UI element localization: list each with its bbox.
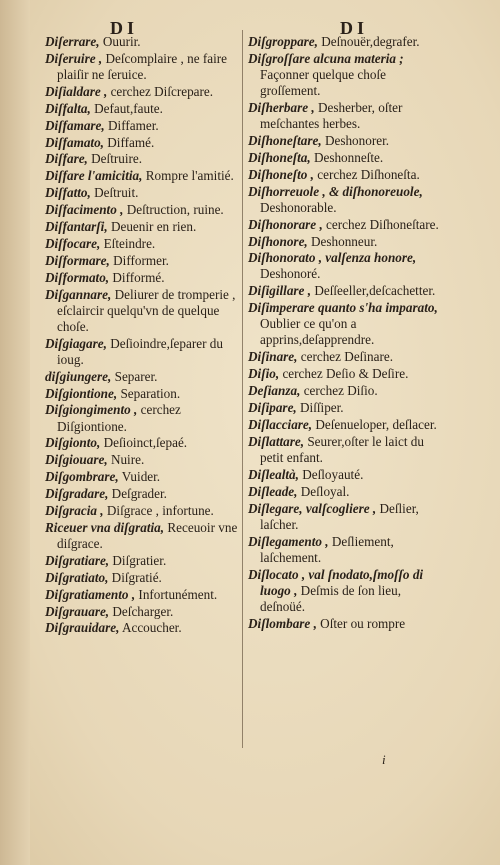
dictionary-entry (248, 100, 446, 132)
dictionary-entry (45, 369, 245, 385)
dictionary-entry (45, 34, 245, 50)
dictionary-entry (45, 486, 245, 502)
entry-headword: Diſhoneſto , (248, 166, 314, 182)
entry-definition: Ouurir. (102, 34, 141, 49)
entry-definition: Vuider. (121, 469, 161, 485)
dictionary-entry (248, 234, 446, 250)
entry-headword: Diſerrare, (45, 34, 100, 49)
entry-headword: Diſfare, (45, 151, 88, 167)
dictionary-entry (45, 620, 245, 636)
entry-headword: Diſigillare , (248, 283, 312, 299)
entry-headword: Diſfamato, (45, 134, 104, 150)
entry-definition: Diſgratié. (111, 569, 162, 585)
dictionary-entry (45, 570, 245, 586)
dictionary-entry (45, 553, 245, 569)
dictionary-entry (248, 484, 446, 500)
entry-definition: Façonner quelque choſe groſſement. (260, 66, 386, 99)
dictionary-entry (45, 604, 245, 620)
entry-definition: cerchez Deſio & Deſire. (282, 366, 409, 382)
dictionary-entry (45, 386, 245, 402)
dictionary-entry (45, 101, 245, 117)
entry-definition: Receuoir vne diſgrace. (57, 519, 238, 551)
dictionary-entry (248, 434, 446, 466)
entry-headword: Diſhoneſtare, (248, 132, 322, 148)
entry-definition: cerchez Diſgiontione. (57, 402, 181, 434)
entry-headword: Diſlegamento , (248, 533, 329, 549)
entry-headword: Diſfocare, (45, 235, 101, 251)
entry-headword: Diſformare, (45, 252, 110, 268)
dictionary-entry (45, 168, 245, 184)
dictionary-entry (45, 520, 245, 552)
entry-definition: Nuire. (110, 452, 145, 468)
dictionary-entry (248, 250, 446, 282)
dictionary-entry (248, 616, 446, 632)
entry-definition: cerchez Diſhoneſtare. (326, 216, 439, 232)
entry-definition: Diſgrace , infortune. (106, 502, 214, 518)
entry-definition: Eſteindre. (103, 235, 156, 251)
entry-headword: Diſgannare, (45, 286, 112, 302)
entry-definition: Deſſeeller,deſcachetter. (314, 283, 436, 299)
entry-headword: Diſgroſſare alcuna materia ; (248, 50, 404, 66)
entry-definition: Desherber, oſter meſchantes herbes. (260, 99, 403, 132)
entry-headword: Diſhoneſta, (248, 149, 311, 165)
dictionary-entry (45, 84, 245, 100)
entry-definition: Deſloyal. (300, 483, 350, 499)
entry-definition: Deshonoré. (260, 266, 321, 282)
entry-headword: Diſhonore, (248, 233, 308, 249)
catchword: i (382, 752, 386, 767)
entry-headword: Diſfatto, (45, 185, 91, 201)
entry-headword: Diſgratiamento , (45, 586, 136, 602)
dictionary-entry (248, 34, 446, 50)
entry-definition: Diſſiper. (300, 400, 344, 416)
dictionary-entry (45, 270, 245, 286)
entry-headword: Diſinare, (248, 349, 298, 365)
entry-headword: Diſformato, (45, 269, 110, 285)
right-column (248, 34, 446, 633)
entry-definition: Deſcharger. (112, 603, 174, 619)
entry-definition: Separation. (120, 385, 181, 401)
entry-headword: Diſgratiato, (45, 569, 109, 585)
entry-definition: cerchez Diſio. (303, 383, 378, 399)
dictionary-entry (45, 402, 245, 434)
entry-headword: Diſlacciare, (248, 416, 313, 432)
entry-definition: Seurer,oſter le laict du petit enfant. (260, 433, 424, 465)
entry-definition: Accoucher. (121, 620, 182, 636)
entry-definition: Deshonorer. (324, 132, 390, 148)
entry-headword: Diſhonorare , (248, 216, 323, 232)
dictionary-entry (248, 167, 446, 183)
entry-headword: Diſlegare, valſcogliere , (248, 500, 377, 516)
dictionary-entry (45, 452, 245, 468)
entry-definition: cerchez Diſcrepare. (110, 83, 214, 99)
dictionary-entry (248, 300, 446, 348)
entry-definition: Deshonneſte. (313, 149, 384, 165)
dictionary-entry (248, 51, 446, 99)
dictionary-entry (45, 185, 245, 201)
entry-headword: Diſlealtà, (248, 466, 299, 482)
entry-definition: Deſioinct,ſepaé. (103, 435, 188, 451)
entry-headword: Diſhonorato , valſenza honore, (248, 250, 417, 266)
binding-gutter (0, 0, 30, 865)
dictionary-entry (45, 435, 245, 451)
entry-definition: Deſliement, laſchement. (260, 533, 394, 565)
dictionary-entry (248, 501, 446, 533)
entry-headword: Diſlattare, (248, 433, 305, 449)
dictionary-entry (45, 219, 245, 235)
dictionary-entry (45, 503, 245, 519)
column-divider (242, 30, 243, 748)
dictionary-entry (248, 366, 446, 382)
entry-definition: Deſmis de ſon lieu, deſnoüé. (260, 582, 402, 614)
entry-headword: Diſgradare, (45, 486, 109, 502)
dictionary-entry (45, 253, 245, 269)
entry-headword: Diſgrauare, (45, 603, 110, 619)
entry-definition: Infortunément. (138, 586, 218, 602)
dictionary-entry (248, 567, 446, 615)
dictionary-entry (248, 150, 446, 166)
entry-headword: Diſgionto, (45, 435, 101, 451)
entry-headword: Diſio, (248, 366, 280, 382)
dictionary-entry (248, 283, 446, 299)
entry-definition: Diffamer. (108, 117, 159, 133)
entry-definition: Diffamé. (107, 134, 155, 150)
entry-headword: Diſgiongimento , (45, 402, 138, 418)
entry-definition: Rompre l'amitié. (145, 168, 234, 184)
entry-headword: Diſgracia , (45, 502, 104, 518)
dictionary-entry (248, 467, 446, 483)
entry-headword: Diſipare, (248, 400, 297, 416)
entry-headword: Diſgiagare, (45, 335, 107, 351)
entry-definition: Deliurer de tromperie , eſclaircir quelqu'vn de quelque choſe. (57, 286, 236, 334)
running-head-right: DI (340, 18, 369, 38)
dictionary-entry (45, 336, 245, 368)
dictionary-entry (248, 400, 446, 416)
entry-definition: cerchez Diſhoneſta. (317, 166, 420, 182)
entry-definition: Deſgrader. (111, 486, 167, 502)
entry-headword: Diſherbare , (248, 99, 315, 115)
dictionary-entry (248, 534, 446, 566)
entry-definition: Deſnouër,degrafer. (321, 34, 420, 49)
entry-headword: Diſfacimento , (45, 202, 124, 218)
dictionary-entry (248, 349, 446, 365)
entry-headword: Diſgombrare, (45, 469, 119, 485)
dictionary-entry (248, 184, 446, 216)
entry-definition: Oſter ou rompre (320, 615, 406, 631)
entry-headword: Diſleade, (248, 483, 298, 499)
entry-definition: Defaut,faute. (94, 100, 163, 116)
entry-headword: Diſeruire , (45, 50, 103, 66)
entry-definition: Deſioindre,ſeparer du ioug. (57, 335, 223, 367)
entry-definition: Deſtruction, ruine. (126, 202, 224, 218)
entry-headword: Diſfalta, (45, 100, 91, 116)
entry-headword: Diſgratiare, (45, 552, 110, 568)
dictionary-entry (45, 287, 245, 335)
entry-definition: Deſenueloper, deſlacer. (315, 416, 437, 432)
dictionary-entry (45, 236, 245, 252)
entry-definition: cerchez Deſinare. (300, 349, 393, 365)
entry-definition: Deshonneur. (311, 233, 378, 249)
entry-definition: Deuenir en rien. (110, 219, 197, 234)
entry-headword: Diſgiontione, (45, 385, 118, 401)
entry-definition: Deſtruire. (91, 151, 143, 167)
entry-headword: Diſlombare , (248, 615, 317, 631)
dictionary-entry (45, 151, 245, 167)
entry-headword: Diſgiouare, (45, 452, 108, 468)
dictionary-entry (248, 133, 446, 149)
dictionary-entry (248, 217, 446, 233)
entry-headword: Diſfamare, (45, 117, 105, 133)
entry-headword: Diſfare l'amicitia, (45, 168, 143, 184)
entry-definition: Difformé. (112, 269, 165, 285)
entry-definition: Diſgratier. (112, 552, 167, 568)
entry-headword: Diſialdare , (45, 83, 108, 99)
entry-definition: Difformer. (113, 252, 169, 268)
dictionary-entry (45, 202, 245, 218)
entry-headword: Diſgroppare, (248, 34, 318, 49)
entry-definition: Deſlier, laſcher. (260, 500, 419, 532)
entry-definition: Deſcomplaire , ne faire plaiſir ne ſeruice. (57, 50, 228, 82)
dictionary-entry (45, 51, 245, 83)
entry-headword: Riceuer vna diſgratia, (45, 519, 165, 535)
dictionary-entry (45, 469, 245, 485)
entry-definition: Separer. (114, 368, 158, 384)
running-head-left: DI (110, 18, 139, 38)
dictionary-entry (248, 417, 446, 433)
entry-definition: Deſtruit. (94, 185, 139, 201)
entry-headword: Diſimperare quanto s'ha imparato, (248, 300, 438, 316)
entry-headword: Diſlocato , val ſnodato,ſmoſſo di luogo , (248, 566, 424, 598)
entry-headword: Diſhorreuole , & diſhonoreuole, (248, 183, 423, 199)
entry-headword: diſgiungere, (45, 368, 112, 384)
dictionary-entry (45, 135, 245, 151)
entry-definition: Deshonorable. (260, 199, 337, 215)
dictionary-entry (248, 383, 446, 399)
entry-headword: Diſfantarſi, (45, 219, 108, 234)
entry-definition: Oublier ce qu'on a apprins,deſapprendre. (260, 316, 375, 348)
left-column (45, 34, 245, 637)
entry-headword: Diſgrauidare, (45, 620, 120, 636)
dictionary-entry (45, 118, 245, 134)
entry-definition: Deſloyauté. (302, 466, 364, 482)
dictionary-entry (45, 587, 245, 603)
entry-headword: Deſianza, (248, 383, 301, 399)
